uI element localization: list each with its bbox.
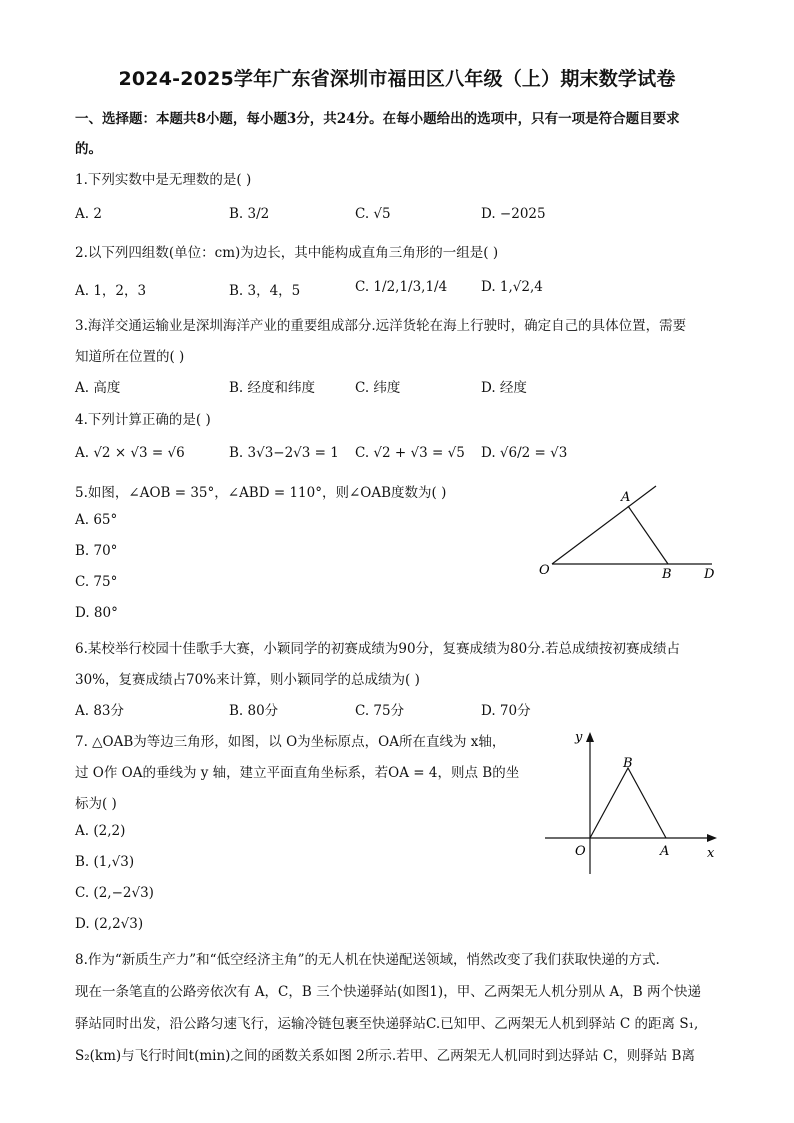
label-b: B (662, 567, 672, 582)
page-title: 2024-2025学年广东省深圳市福田区八年级（上）期末数学试卷 (118, 68, 676, 90)
label-a: A (621, 490, 631, 505)
question-3-option-b: B. 经度和纬度 (229, 380, 316, 396)
coordinate-figure (535, 724, 725, 884)
question-2-option-c: C. 1/2,1/3,1/4 (355, 279, 448, 295)
question-8-line4: S₂(km)与飞行时间t(min)之间的函数关系如图 2所示.若甲、乙两架无人机同时到达驿站 C，则驿站 B离 (75, 1048, 695, 1064)
question-3-option-c: C. 纬度 (355, 380, 401, 396)
question-6-stem-line2: 30%，复赛成绩占70%来计算，则小颖同学的总成绩为( ) (75, 672, 420, 688)
angle-figure (530, 478, 730, 588)
question-5-option-a: A. 65° (75, 512, 118, 528)
question-3-stem-line2: 知道所在位置的( ) (75, 349, 185, 365)
question-2-stem: 2.以下列四组数(单位：cm)为边长，其中能构成直角三角形的一组是( ) (75, 245, 499, 261)
question-8-line3: 驿站同时出发，沿公路匀速飞行，运输冷链包裹至快递驿站C.已知甲、乙两架无人机到驿站 C 的距离 S₁, (75, 1016, 699, 1032)
question-7-stem-line1: 7. △OAB为等边三角形，如图，以 O为坐标原点，OA所在直线为 x轴， (75, 734, 506, 750)
question-5-stem: 5.如图，∠AOB = 35°，∠ABD = 110°，则∠OAB度数为( ) (75, 485, 447, 501)
y-axis-arrow (586, 732, 594, 742)
question-5-option-d: D. 80° (75, 605, 118, 621)
question-6-option-c: C. 75分 (355, 703, 405, 719)
question-7-option-b: B. (1,√3) (75, 854, 135, 870)
question-1-option-d: D. −2025 (481, 206, 546, 222)
question-6-stem-line1: 6.某校举行校园十佳歌手大赛，小颖同学的初赛成绩为90分，复赛成绩为80分.若总成绩按初赛成绩占 (75, 641, 681, 657)
question-1-option-b: B. 3/2 (229, 206, 270, 222)
question-7-option-c: C. (2,−2√3) (75, 885, 154, 901)
question-6-option-d: D. 70分 (481, 703, 531, 719)
question-6-option-a: A. 83分 (75, 703, 125, 719)
label-x: x (707, 846, 715, 861)
question-4-option-a: A. √2 × √3 = √6 (75, 445, 185, 461)
segment-ab (628, 506, 668, 564)
question-3-option-d: D. 经度 (481, 380, 527, 396)
question-3-option-a: A. 高度 (75, 380, 121, 396)
question-3-stem-line1: 3.海洋交通运输业是深圳海洋产业的重要组成部分.远洋货轮在海上行驶时，确定自己的具体位置，需要 (75, 318, 687, 334)
x-axis-arrow (707, 834, 717, 842)
label-o: O (539, 563, 550, 578)
question-6-option-b: B. 80分 (229, 703, 279, 719)
question-4-option-b: B. 3√3−2√3 = 1 (229, 445, 339, 461)
question-7-stem-line3: 标为( ) (75, 796, 117, 812)
question-8-line2: 现在一条笔直的公路旁依次有 A，C，B 三个快递驿站(如图1)，甲、乙两架无人机分别从 A，B 两个快递 (75, 984, 701, 1000)
question-1-option-a: A. 2 (75, 206, 102, 222)
question-4-stem: 4.下列计算正确的是( ) (75, 412, 211, 428)
question-2-option-a: A. 1，2，3 (75, 283, 147, 299)
question-2-option-d: D. 1,√2,4 (481, 279, 543, 295)
label-y: y (575, 730, 583, 745)
label-a: A (660, 844, 670, 859)
question-2-option-b: B. 3，4，5 (229, 283, 301, 299)
question-5-option-c: C. 75° (75, 574, 118, 590)
section-instructions-line1: 一、选择题：本题共8小题，每小题3分，共24分。在每小题给出的选项中，只有一项是符合题目要求 (75, 111, 680, 127)
question-7-stem-line2: 过 O作 OA的垂线为 y 轴，建立平面直角坐标系，若OA = 4，则点 B的坐 (75, 765, 520, 781)
label-d: D (704, 567, 715, 582)
question-1-option-c: C. √5 (355, 206, 391, 222)
section-instructions-line2: 的。 (75, 141, 102, 157)
question-4-option-c: C. √2 + √3 = √5 (355, 445, 465, 461)
label-b: B (623, 756, 633, 771)
triangle-oab (590, 768, 666, 838)
question-7-option-d: D. (2,2√3) (75, 916, 144, 932)
question-8-line1: 8.作为“新质生产力”和“低空经济主角”的无人机在快递配送领域，悄然改变了我们获取快递的方式. (75, 952, 660, 968)
question-7-option-a: A. (2,2) (75, 823, 126, 839)
question-1-stem: 1.下列实数中是无理数的是( ) (75, 172, 252, 188)
label-origin: O (575, 844, 586, 859)
question-4-option-d: D. √6/2 = √3 (481, 445, 568, 461)
question-5-option-b: B. 70° (75, 543, 118, 559)
